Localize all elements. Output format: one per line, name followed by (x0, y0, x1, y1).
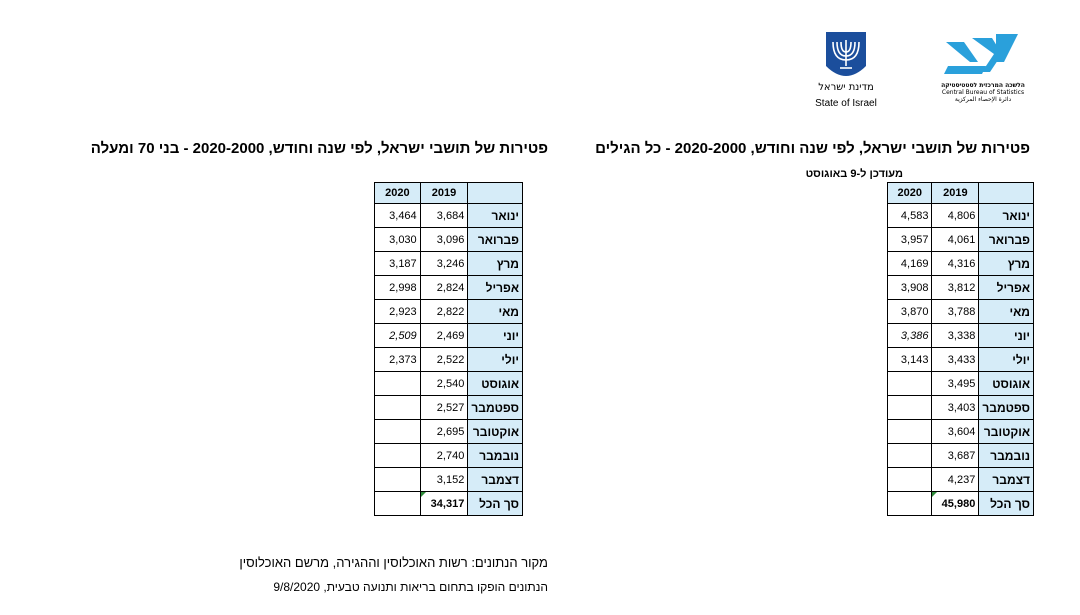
total-label: סך הכל (468, 492, 523, 516)
cell-2019: 3,604 (932, 420, 979, 444)
cell-2019: 3,246 (420, 252, 468, 276)
cell-2019: 4,061 (932, 228, 979, 252)
month-label: אוגוסט (468, 372, 523, 396)
column-header-2020: 2020 (888, 183, 932, 204)
month-label: אפריל (468, 276, 523, 300)
cell-2019: 2,469 (420, 324, 468, 348)
cell-2019: 3,152 (420, 468, 468, 492)
cell-2020: 2,509 (375, 324, 421, 348)
data-production-note: הנתונים הופקו בתחום בריאות ותנועה טבעית, 9/8/2020 (273, 580, 548, 594)
month-label: אוקטובר (468, 420, 523, 444)
cell-2020 (888, 396, 932, 420)
table-row (375, 324, 523, 348)
table-row (888, 228, 1034, 252)
month-label: מרץ (979, 252, 1034, 276)
cell-2019: 4,316 (932, 252, 979, 276)
left-table-body (375, 183, 523, 516)
cell-2020: 2,923 (375, 300, 421, 324)
month-label: ינואר (979, 204, 1034, 228)
table-row (375, 396, 523, 420)
month-label: דצמבר (979, 468, 1034, 492)
table-row (375, 252, 523, 276)
table-row (888, 396, 1034, 420)
cell-2020 (375, 444, 421, 468)
cell-2020 (888, 420, 932, 444)
table-row (888, 300, 1034, 324)
cell-2020 (888, 444, 932, 468)
table-row (888, 252, 1034, 276)
table-row (375, 372, 523, 396)
table-row (375, 420, 523, 444)
cell-2019: 2,527 (420, 396, 468, 420)
right-table-title: פטירות של תושבי ישראל, לפי שנה וחודש, 2020-2000 - כל הגילים (595, 140, 1030, 157)
table-row (375, 300, 523, 324)
cbs-logo-text-he: הלשכה המרכזית לסטטיסטיקה (941, 82, 1025, 89)
month-label: ספטמבר (468, 396, 523, 420)
right-deaths-table (887, 182, 1034, 516)
month-label: דצמבר (468, 468, 523, 492)
table-row (888, 372, 1034, 396)
table-total-row (888, 492, 1034, 516)
cell-2019: 3,684 (420, 204, 468, 228)
column-header-2019: 2019 (420, 183, 468, 204)
total-2019: 34,317 (420, 492, 468, 516)
cell-2019: 2,740 (420, 444, 468, 468)
month-label: פברואר (468, 228, 523, 252)
table-row (375, 468, 523, 492)
left-deaths-table (374, 182, 523, 516)
cell-2020 (375, 396, 421, 420)
month-label: אפריל (979, 276, 1034, 300)
column-header-2020: 2020 (375, 183, 421, 204)
month-label: מרץ (468, 252, 523, 276)
total-2020 (888, 492, 932, 516)
month-label: יולי (468, 348, 523, 372)
cbs-logo-icon (938, 32, 1028, 82)
month-label: פברואר (979, 228, 1034, 252)
total-label: סך הכל (979, 492, 1034, 516)
cell-2019: 2,695 (420, 420, 468, 444)
cell-2020: 3,386 (888, 324, 932, 348)
state-of-israel-logo (800, 30, 892, 114)
cell-2020: 3,908 (888, 276, 932, 300)
month-label: יוני (468, 324, 523, 348)
cbs-logo (938, 32, 1028, 112)
cell-2019: 2,822 (420, 300, 468, 324)
table-header-row (375, 183, 523, 204)
data-source-note: מקור הנתונים: רשות האוכלוסין וההגירה, מרשם האוכלוסין (239, 555, 548, 570)
cell-2020 (375, 372, 421, 396)
column-header-2019: 2019 (932, 183, 979, 204)
table-row (375, 348, 523, 372)
cell-2020 (888, 372, 932, 396)
cell-2020: 3,957 (888, 228, 932, 252)
menorah-emblem-icon (822, 30, 870, 82)
cell-2019: 3,338 (932, 324, 979, 348)
cell-2020: 3,870 (888, 300, 932, 324)
cell-2020: 4,169 (888, 252, 932, 276)
table-row (375, 204, 523, 228)
cell-2020: 2,373 (375, 348, 421, 372)
table-header-row (888, 183, 1034, 204)
month-label: אוגוסט (979, 372, 1034, 396)
table-row (888, 444, 1034, 468)
table-row (375, 276, 523, 300)
cell-2020: 2,998 (375, 276, 421, 300)
state-hebrew-text: מדינת ישראל (818, 82, 874, 93)
cell-2019: 3,495 (932, 372, 979, 396)
cell-2020 (888, 468, 932, 492)
cell-2020: 3,187 (375, 252, 421, 276)
cell-2020: 3,143 (888, 348, 932, 372)
table-row (888, 468, 1034, 492)
left-table-title: פטירות של תושבי ישראל, לפי שנה וחודש, 2020-2000 - בני 70 ומעלה (90, 140, 548, 157)
total-2020 (375, 492, 421, 516)
month-label: מאי (979, 300, 1034, 324)
column-header-month (468, 183, 523, 204)
table-row (888, 204, 1034, 228)
cell-2020 (375, 468, 421, 492)
right-table-body (888, 183, 1034, 516)
cell-2019: 3,687 (932, 444, 979, 468)
cell-2019: 4,806 (932, 204, 979, 228)
month-label: יולי (979, 348, 1034, 372)
column-header-month (979, 183, 1034, 204)
cell-2020: 3,464 (375, 204, 421, 228)
table-row (888, 324, 1034, 348)
month-label: נובמבר (979, 444, 1034, 468)
cbs-logo-text-ar: دائرة الإحصاء المركزية (954, 96, 1012, 103)
table-total-row (375, 492, 523, 516)
cell-2019: 2,522 (420, 348, 468, 372)
table-row (888, 276, 1034, 300)
table-row (375, 228, 523, 252)
cbs-logo-text-en: Central Bureau of Statistics (941, 89, 1025, 96)
month-label: יוני (979, 324, 1034, 348)
cell-2019: 3,433 (932, 348, 979, 372)
right-table-subtitle: מעודכן ל-9 באוגוסט (805, 168, 903, 180)
cell-2019: 2,540 (420, 372, 468, 396)
table-row (375, 444, 523, 468)
cell-2020 (375, 420, 421, 444)
month-label: ינואר (468, 204, 523, 228)
table-row (888, 420, 1034, 444)
cell-2020: 3,030 (375, 228, 421, 252)
table-row (888, 348, 1034, 372)
cell-2019: 4,237 (932, 468, 979, 492)
month-label: מאי (468, 300, 523, 324)
total-2019: 45,980 (932, 492, 979, 516)
cell-2019: 3,403 (932, 396, 979, 420)
cell-2019: 3,812 (932, 276, 979, 300)
month-label: נובמבר (468, 444, 523, 468)
month-label: ספטמבר (979, 396, 1034, 420)
month-label: אוקטובר (979, 420, 1034, 444)
cell-2019: 3,096 (420, 228, 468, 252)
cell-2019: 2,824 (420, 276, 468, 300)
state-english-text: State of Israel (815, 98, 877, 109)
cell-2019: 3,788 (932, 300, 979, 324)
cell-2020: 4,583 (888, 204, 932, 228)
